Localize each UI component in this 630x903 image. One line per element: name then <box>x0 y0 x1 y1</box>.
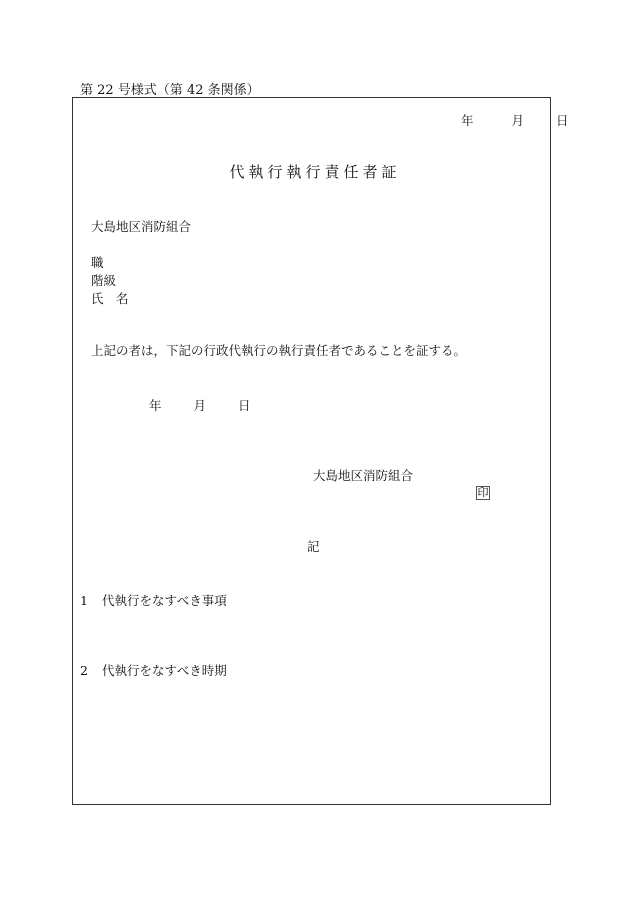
item-1 <box>80 591 227 609</box>
item-2-number: 2 <box>80 663 88 678</box>
issuer-org-name: 大島地区消防組合 <box>313 468 414 483</box>
item-2-text: 代執行をなすべき時期 <box>102 663 227 678</box>
field-name: 氏 名 <box>91 291 129 306</box>
field-job: 職 <box>91 255 104 270</box>
certification-statement: 上記の者は，下記の行政代執行の執行責任者であることを証する。 <box>91 343 467 358</box>
issue-date-year: 年 <box>149 398 162 413</box>
issue-date <box>149 396 250 414</box>
issue-date-day: 日 <box>237 398 251 413</box>
item-1-number: 1 <box>80 593 88 608</box>
item-1-text: 代執行をなすべき事項 <box>102 593 227 608</box>
field-rank: 階級 <box>91 273 117 288</box>
form-frame <box>72 97 551 805</box>
document-title: 代執行執行責任者証 <box>229 163 401 181</box>
org-name-top: 大島地区消防組合 <box>91 219 192 234</box>
item-2 <box>80 661 227 679</box>
date-top <box>461 111 568 129</box>
form-label: 第 22 号様式（第 42 条関係） <box>80 83 260 98</box>
date-top-year: 年 <box>461 113 474 128</box>
issue-date-month: 月 <box>193 398 206 413</box>
seal-mark: 印 <box>477 486 489 499</box>
ki-heading: 記 <box>307 539 320 554</box>
date-top-day: 日 <box>555 113 569 128</box>
date-top-month: 月 <box>511 113 524 128</box>
